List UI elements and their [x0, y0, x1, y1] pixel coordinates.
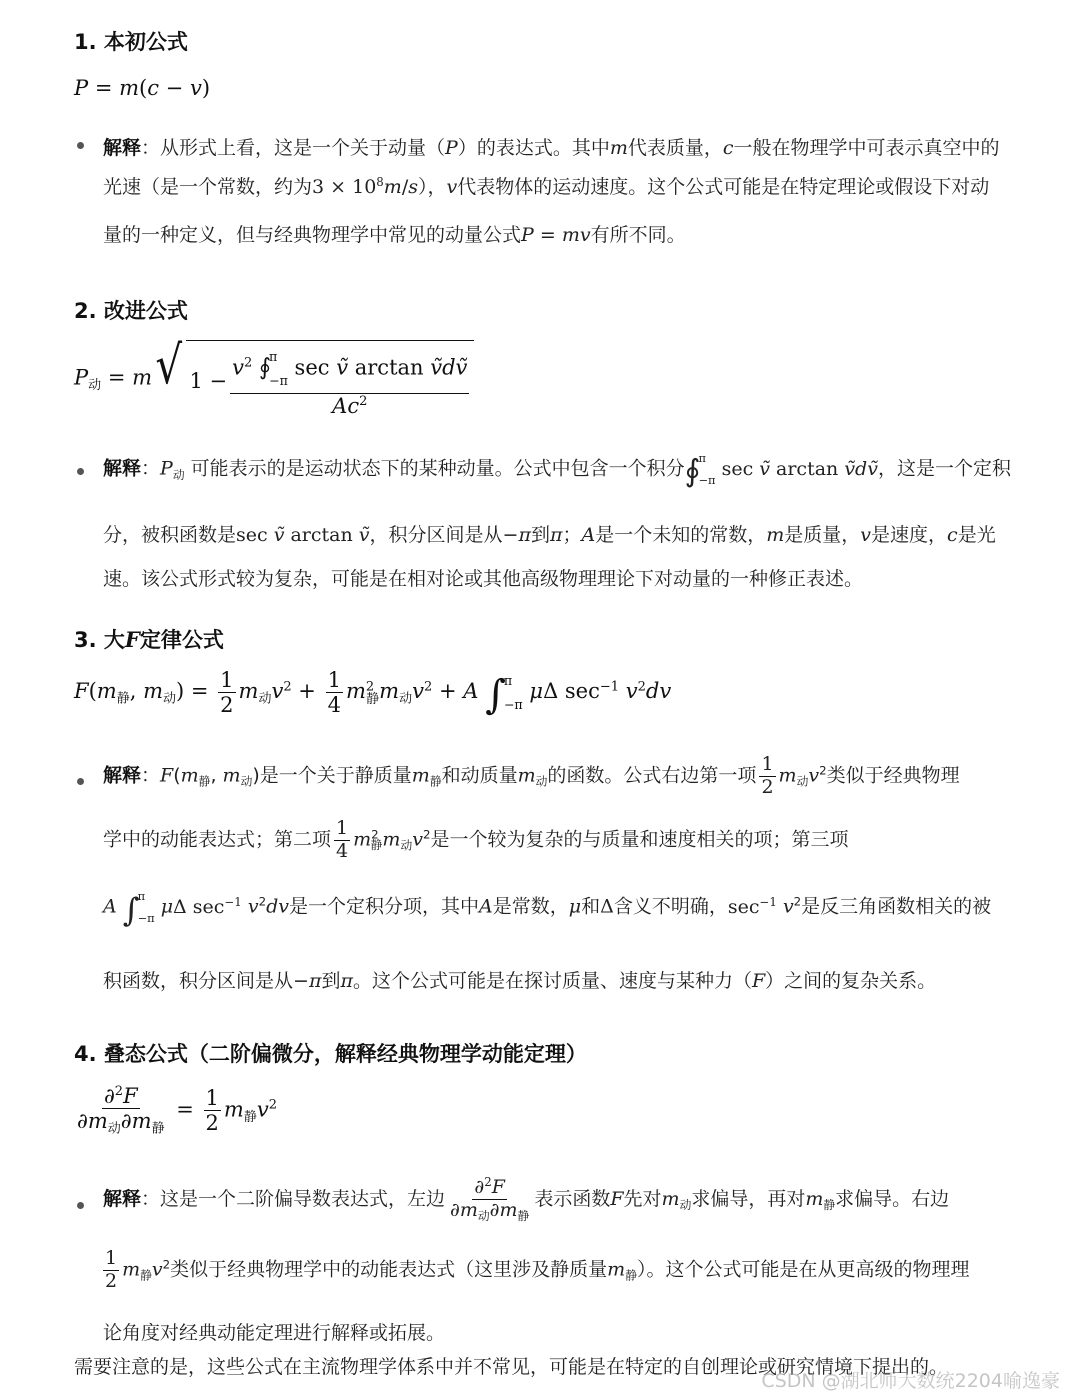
section-3-explain-line-3: A ∫ π −π μΔ $\sec^{-1} v^2dv$是一个定积分项，其中A是常数，μ和Δ含义不明确，$\sec^{-1} v^2$是反三角函数相关的被	[103, 889, 992, 929]
section-2-explain-line-2: 分，被积函数是sec ṽ arctan ṽ，积分区间是从−π到π；A是一个未知的常数，m是质量，v是速度，c是光	[103, 524, 996, 546]
section-4-explain-line-2: $\frac{1}{2}$ $m_静v^2$类似于经典物理学中的动能表达式（这里涉及静质量$m_静$）。这个公式可能是在从更高级的物理理	[105, 1247, 970, 1292]
section-3-heading: 3. 大F定律公式	[74, 627, 224, 652]
section-2-explain-line-3: 速。该公式形式较为复杂，可能是在相对论或其他高级物理理论下对动量的一种修正表述。	[103, 568, 864, 590]
section-4-heading: 4. 叠态公式（二阶偏微分，解释经典物理学动能定理）	[74, 1042, 587, 1066]
section-4-explain-line-3: 论角度对经典动能定理进行解释或拓展。	[103, 1322, 446, 1344]
section-3-explain-line-4: 积函数，积分区间是从−π到π。这个公式可能是在探讨质量、速度与某种力（F）之间的复杂关系。	[103, 970, 937, 992]
bullet	[77, 778, 84, 785]
section-3-explain-line-2: 学中的动能表达式；第二项 $\frac{1}{4}$ $m^2_静m_动v^2$是一个较为复杂的与质量和速度相关的项；第三项	[103, 817, 849, 862]
formula-1: P = m(c − v)	[74, 76, 211, 100]
section-3-explain-line-1: 解释：$F(m_静$, $m_动$)是一个关于静质量$m_静$和动质量$m_动$的函数。公式右边第一项 $\frac{1}{2}$ $m_动v^2$类似于经典物理	[103, 753, 960, 798]
bullet	[77, 1202, 84, 1209]
section-4-explain-line-1: 解释：这是一个二阶偏导数表达式，左边 $\frac{\partial^2F}{\partial m_动\partial m_静}$ 表示函数F先对$m_动$求偏导，再对$m_静$求偏导。右边	[103, 1175, 950, 1224]
section-1-explain-line-2: 光速（是一个常数，约为$3 \times 10^8m/s$），v代表物体的运动速度。这个公式可能是在特定理论或假设下对动	[103, 174, 990, 198]
watermark: CSDN @湖北师大数统2204喻逸豪	[761, 1370, 1060, 1392]
section-1-explain-line-1: 解释：从形式上看，这是一个关于动量（P）的表达式。其中m代表质量，c一般在物理学中可表示真空中的	[103, 137, 1000, 159]
section-1-explain-line-3: 量的一种定义，但与经典物理学中常见的动量公式P = mv有所不同。	[103, 224, 686, 246]
formula-3: $F(m_静$, $m_动$) = $\frac{1}{2}$ $m_动v^2$ + $\frac{1}{4}$ $m^2_静m_动v^2 + A$ ∫ π −π μΔ $\sec^{-1} v^2dv$	[74, 668, 672, 719]
formula-2: $P_动 = m$ √ 1 − $v^2$ ∮ π −π sec ṽ arctan ṽdṽ Ac$^2$	[74, 340, 474, 418]
bullet	[77, 142, 84, 149]
bullet	[77, 468, 84, 475]
section-2-heading: 2. 改进公式	[74, 299, 188, 323]
section-1-heading: 1. 本初公式	[74, 30, 188, 54]
sqrt-sign: √ 1 − $v^2$ ∮ π −π sec ṽ arctan ṽdṽ Ac$^2$	[152, 340, 474, 418]
section-2-explain-line-1: 解释：$P_动$ 可能表示的是运动状态下的某种动量。公式中包含一个积分∮ π −π sec ṽ arctan ṽdṽ，这是一个定积	[103, 451, 1011, 489]
formula-4: $\frac{\partial^2F}{\partial m_动\partial m_静}$ = $\frac{1}{2}$ $m_静v^2$	[77, 1084, 278, 1137]
closing-note: 需要注意的是，这些公式在主流物理学体系中并不常见，可能是在特定的自创理论或研究情境下提出的。	[74, 1356, 949, 1378]
